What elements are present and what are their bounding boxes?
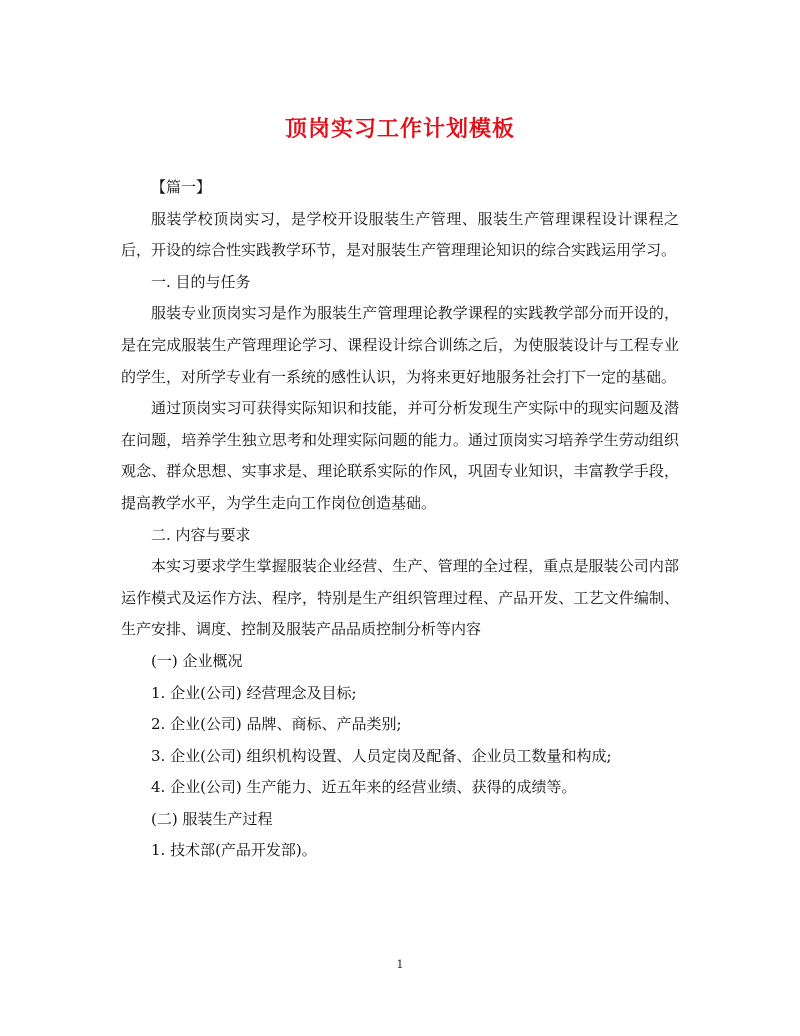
- list-item: 2. 企业(公司) 品牌、商标、产品类别;: [151, 715, 402, 734]
- intro-paragraph: 服装学校顶岗实习，是学校开设服装生产管理、服装生产管理课程设计课程之后，开设的综合性实践教学环节，是对服装生产管理理论知识的综合实践运用学习。: [121, 209, 679, 260]
- section-heading-content: 二. 内容与要求: [151, 525, 251, 544]
- page-number: 1: [396, 958, 404, 971]
- content-paragraph: 本实习要求学生掌握服装企业经营、生产、管理的全过程，重点是服装公司内部运作模式及运作方法、程序，特别是生产组织管理过程、产品开发、工艺文件编制、生产安排、调度、控制及服装产品品质控制分析等内容: [121, 557, 679, 639]
- document-body: [121, 172, 679, 867]
- training-paragraph: 通过顶岗实习可获得实际知识和技能，并可分析发现生产实际中的现实问题及潜在问题，培养学生独立思考和处理实际问题的能力。通过顶岗实习培养学生劳动组织观念、群众思想、实事求是、理论联系实际的作风，巩固专业知识，丰富教学手段，提高教学水平，为学生走向工作岗位创造基础。: [121, 399, 679, 512]
- purpose-paragraph: 服装专业顶岗实习是作为服装生产管理理论教学课程的实践教学部分而开设的，是在完成服装生产管理理论学习、课程设计综合训练之后，为使服装设计与工程专业的学生，对所学专业有一系统的感性认识，为将来更好地服务社会打下一定的基础。: [121, 304, 679, 386]
- section-heading-purpose: 一. 目的与任务: [151, 272, 251, 291]
- section-heading-part-one: 【篇一】: [151, 178, 212, 196]
- list-item: 3. 企业(公司) 组织机构设置、人员定岗及配备、企业员工数量和构成;: [151, 746, 612, 765]
- subsection-heading-production: (二) 服装生产过程: [151, 809, 273, 828]
- subsection-heading-company: (一) 企业概况: [151, 651, 243, 670]
- document-title: 顶岗实习工作计划模板: [284, 116, 515, 142]
- list-item: 1. 技术部(产品开发部)。: [151, 841, 317, 860]
- list-item: 4. 企业(公司) 生产能力、近五年来的经营业绩、获得的成绩等。: [151, 778, 577, 797]
- list-item: 1. 企业(公司) 经营理念及目标;: [151, 683, 357, 702]
